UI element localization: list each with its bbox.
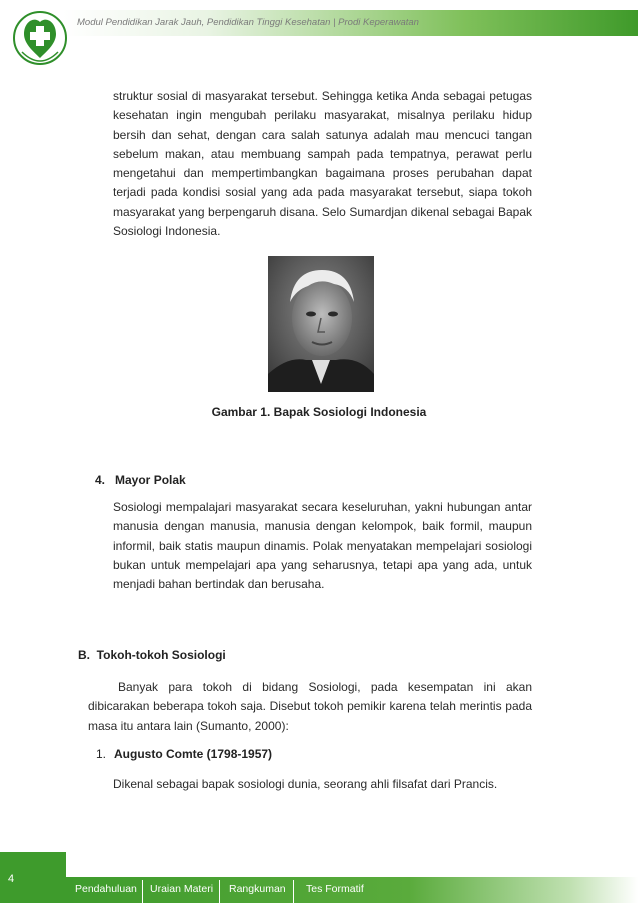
nav-divider	[219, 880, 220, 903]
nav-tes-formatif[interactable]: Tes Formatif	[306, 883, 364, 895]
section-b-heading: B. Tokoh-tokoh Sosiologi	[78, 648, 226, 662]
portrait-photo	[268, 256, 374, 392]
nav-divider	[142, 880, 143, 903]
section-b-paragraph: Banyak para tokoh di bidang Sosiologi, pada kesempatan ini akan dibicarakan beberapa tokoh saja. Disebut tokoh pemikir karena telah merintis pada masa itu antara lain (Sumanto, 2000):	[88, 680, 532, 733]
nav-uraian-materi[interactable]: Uraian Materi	[150, 883, 214, 895]
list-item-title: Augusto Comte (1798-1957)	[114, 747, 273, 761]
nav-pendahuluan[interactable]: Pendahuluan	[75, 883, 137, 895]
intro-paragraph: struktur sosial di masyarakat tersebut. Sehingga ketika Anda sebagai petugas kesehatan ingin mengubah perilaku masyarakat, misalnya perilaku hidup bersih dan sehat, dengan cara salah satunya adalah mau mencuci tangan sebelum makan, atau membuang sampah pada tempatnya, perawat perlu mengetahui dan mempertimbangkan bagaimana proses perubahan dapat terjadi pada kondisi sosial yang ada pada masyarakat tersebut, siapa tokoh masyarakat yang berpengaruh disana. Selo Sumardjan dikenal sebagai Bapak Sosiologi Indonesia.	[113, 89, 532, 239]
list-item-number: 1.	[96, 747, 107, 761]
nav-rangkuman[interactable]: Rangkuman	[229, 883, 286, 895]
list-item-heading	[96, 747, 272, 761]
bakti-husada-logo	[10, 8, 70, 74]
page-number: 4	[8, 873, 15, 885]
mayor-polak-paragraph: Sosiologi mempalajari masyarakat secara keseluruhan, yakni hubungan antar manusia dengan manusia, manusia dengan kelompok, baik formil, maupun informil, baik statis maupun dinamis. Polak menyatakan mempelajari sosiologi bukan untuk mempelajari apa yang seharusnya, tetapi apa yang ada, untuk menjadi bahan bertindak dan berusaha.	[113, 500, 532, 592]
figure-caption: Gambar 1. Bapak Sosiologi Indonesia	[211, 405, 427, 419]
list-item-paragraph: Dikenal sebagai bapak sosiologi dunia, seorang ahli filsafat dari Prancis.	[113, 777, 498, 791]
nav-divider	[293, 880, 294, 903]
heading-mayor-polak: 4. Mayor Polak	[95, 473, 186, 487]
header-title: Modul Pendidikan Jarak Jauh, Pendidikan Tinggi Kesehatan | Prodi Keperawatan	[77, 17, 419, 28]
